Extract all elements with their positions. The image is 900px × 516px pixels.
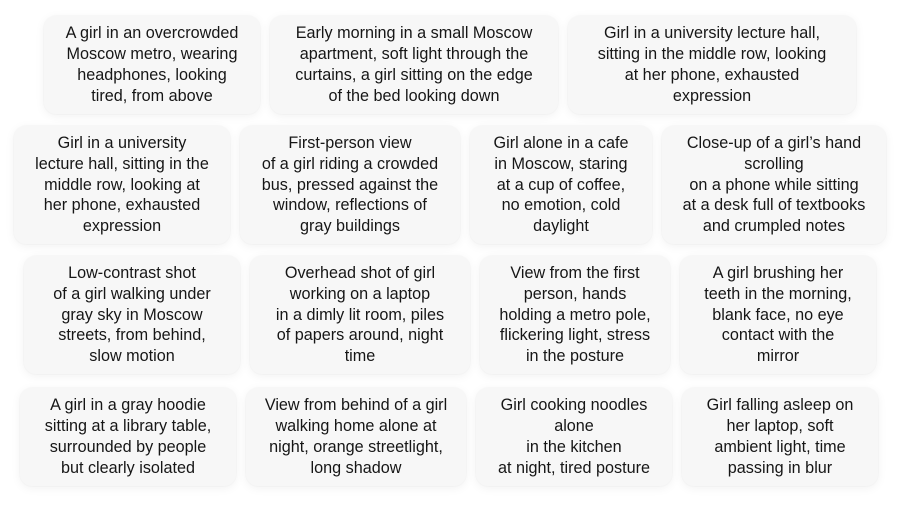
prompt-card-text: A girl brushing her teeth in the morning, blank face, no eye contact with the mirror	[704, 264, 852, 366]
prompt-card[interactable]	[44, 16, 260, 114]
prompt-card-text: Low-contrast shot of a girl walking under gray sky in Moscow streets, from behind, slow motion	[53, 264, 211, 366]
prompt-card[interactable]	[240, 126, 460, 244]
prompt-card-text: Early morning in a small Moscow apartment, soft light through the curtains, a girl sitting on the edge of the bed looking down	[295, 24, 533, 105]
prompt-card[interactable]	[662, 126, 886, 244]
prompt-card[interactable]	[246, 388, 466, 486]
prompt-card-text: Overhead shot of girl working on a laptop in a dimly lit room, piles of papers around, night time	[275, 264, 445, 366]
prompt-card-text: Girl in a university lecture hall, sitting in the middle row, looking at her phone, exhausted expression	[597, 24, 827, 105]
prompt-card[interactable]	[270, 16, 558, 114]
prompt-card[interactable]	[250, 256, 470, 374]
prompt-card[interactable]	[568, 16, 856, 114]
prompt-card-text: Girl falling asleep on her laptop, soft ambient light, time passing in blur	[706, 396, 854, 477]
prompt-card-text: Girl alone in a cafe in Moscow, staring at a cup of coffee, no emotion, cold daylight	[493, 134, 629, 236]
prompt-card[interactable]	[476, 388, 672, 486]
prompt-card-text: A girl in a gray hoodie sitting at a library table, surrounded by people but clearly isolated	[44, 396, 212, 477]
prompt-card-text: Girl in a university lecture hall, sitting in the middle row, looking at her phone, exhausted expression	[35, 134, 209, 236]
prompt-card-text: View from the first person, hands holding a metro pole, flickering light, stress in the posture	[499, 264, 651, 366]
prompt-card-text: View from behind of a girl walking home alone at night, orange streetlight, long shadow	[264, 396, 448, 477]
prompt-card-text: First-person view of a girl riding a crowded bus, pressed against the window, reflections of gray buildings	[261, 134, 439, 236]
prompt-card[interactable]	[20, 388, 236, 486]
prompt-card[interactable]	[680, 256, 876, 374]
prompt-card[interactable]	[480, 256, 670, 374]
prompt-card[interactable]	[682, 388, 878, 486]
prompt-card[interactable]	[470, 126, 652, 244]
prompt-card[interactable]	[24, 256, 240, 374]
prompt-card-text: A girl in an overcrowded Moscow metro, wearing headphones, looking tired, from above	[65, 24, 239, 105]
prompt-card-text: Girl cooking noodles alone in the kitchen at night, tired posture	[497, 396, 651, 477]
prompt-card-text: Close-up of a girl’s hand scrolling on a phone while sitting at a desk full of textbooks and crumpled notes	[682, 134, 866, 236]
prompt-card[interactable]	[14, 126, 230, 244]
